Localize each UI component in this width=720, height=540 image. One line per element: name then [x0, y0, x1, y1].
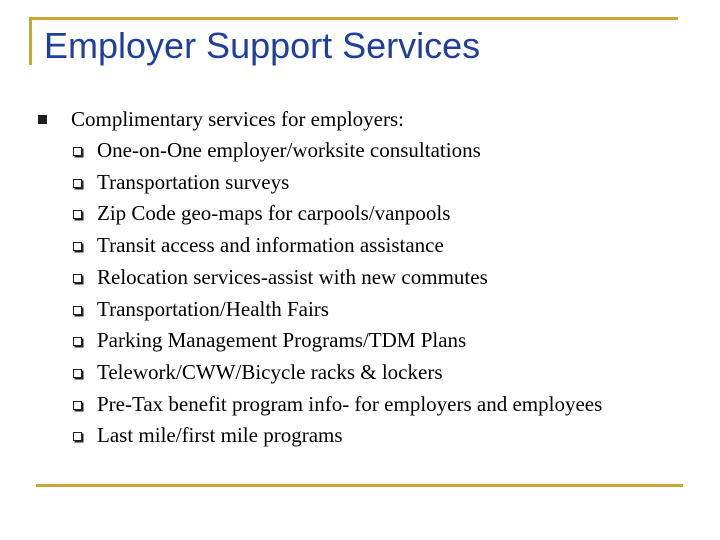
hollow-square-bullet-icon [73, 306, 82, 315]
slide-title: Employer Support Services [44, 25, 481, 66]
main-bullet-text: Complimentary services for employers: [71, 107, 404, 131]
hollow-square-bullet-icon [73, 369, 82, 378]
hollow-square-bullet-icon [73, 432, 82, 441]
hollow-square-bullet-icon [73, 242, 82, 251]
sub-bullet-item [38, 167, 708, 199]
sub-bullet-item [38, 262, 708, 294]
filled-square-bullet-icon [38, 115, 47, 124]
main-bullet-item [38, 104, 708, 135]
bottom-divider-rule [36, 484, 683, 487]
hollow-square-bullet-icon [73, 274, 82, 283]
sub-bullet-item [38, 357, 708, 389]
hollow-square-bullet-icon [73, 401, 82, 410]
sub-bullet-text: Relocation services-assist with new commutes [97, 264, 488, 289]
sub-bullet-item [38, 389, 708, 421]
sub-bullet-item [38, 230, 708, 262]
sub-bullet-item [38, 198, 708, 230]
sub-bullet-item [38, 325, 708, 357]
hollow-square-bullet-icon [73, 337, 82, 346]
sub-bullet-text: Telework/CWW/Bicycle racks & lockers [97, 359, 443, 384]
sub-bullet-item [38, 420, 708, 452]
sub-bullet-item [38, 294, 708, 326]
title-frame-left-rule [29, 17, 32, 65]
sub-bullet-text: Transportation/Health Fairs [97, 296, 329, 321]
sub-bullet-item [38, 135, 708, 167]
sub-bullet-text: Transit access and information assistance [97, 233, 444, 258]
sub-bullet-text: Zip Code geo-maps for carpools/vanpools [97, 201, 451, 226]
sub-bullet-text: Parking Management Programs/TDM Plans [97, 328, 467, 353]
sub-bullet-list [38, 135, 708, 452]
hollow-square-bullet-icon [73, 179, 82, 188]
title-frame-top-rule [29, 17, 678, 20]
sub-bullet-text: Last mile/first mile programs [97, 423, 343, 448]
hollow-square-bullet-icon [73, 147, 82, 156]
sub-bullet-text: One-on-One employer/worksite consultations [97, 138, 481, 162]
sub-bullet-text: Pre-Tax benefit program info- for employers and employees [97, 391, 603, 416]
slide-body [38, 104, 708, 452]
sub-bullet-text: Transportation surveys [97, 169, 290, 194]
hollow-square-bullet-icon [73, 210, 82, 219]
